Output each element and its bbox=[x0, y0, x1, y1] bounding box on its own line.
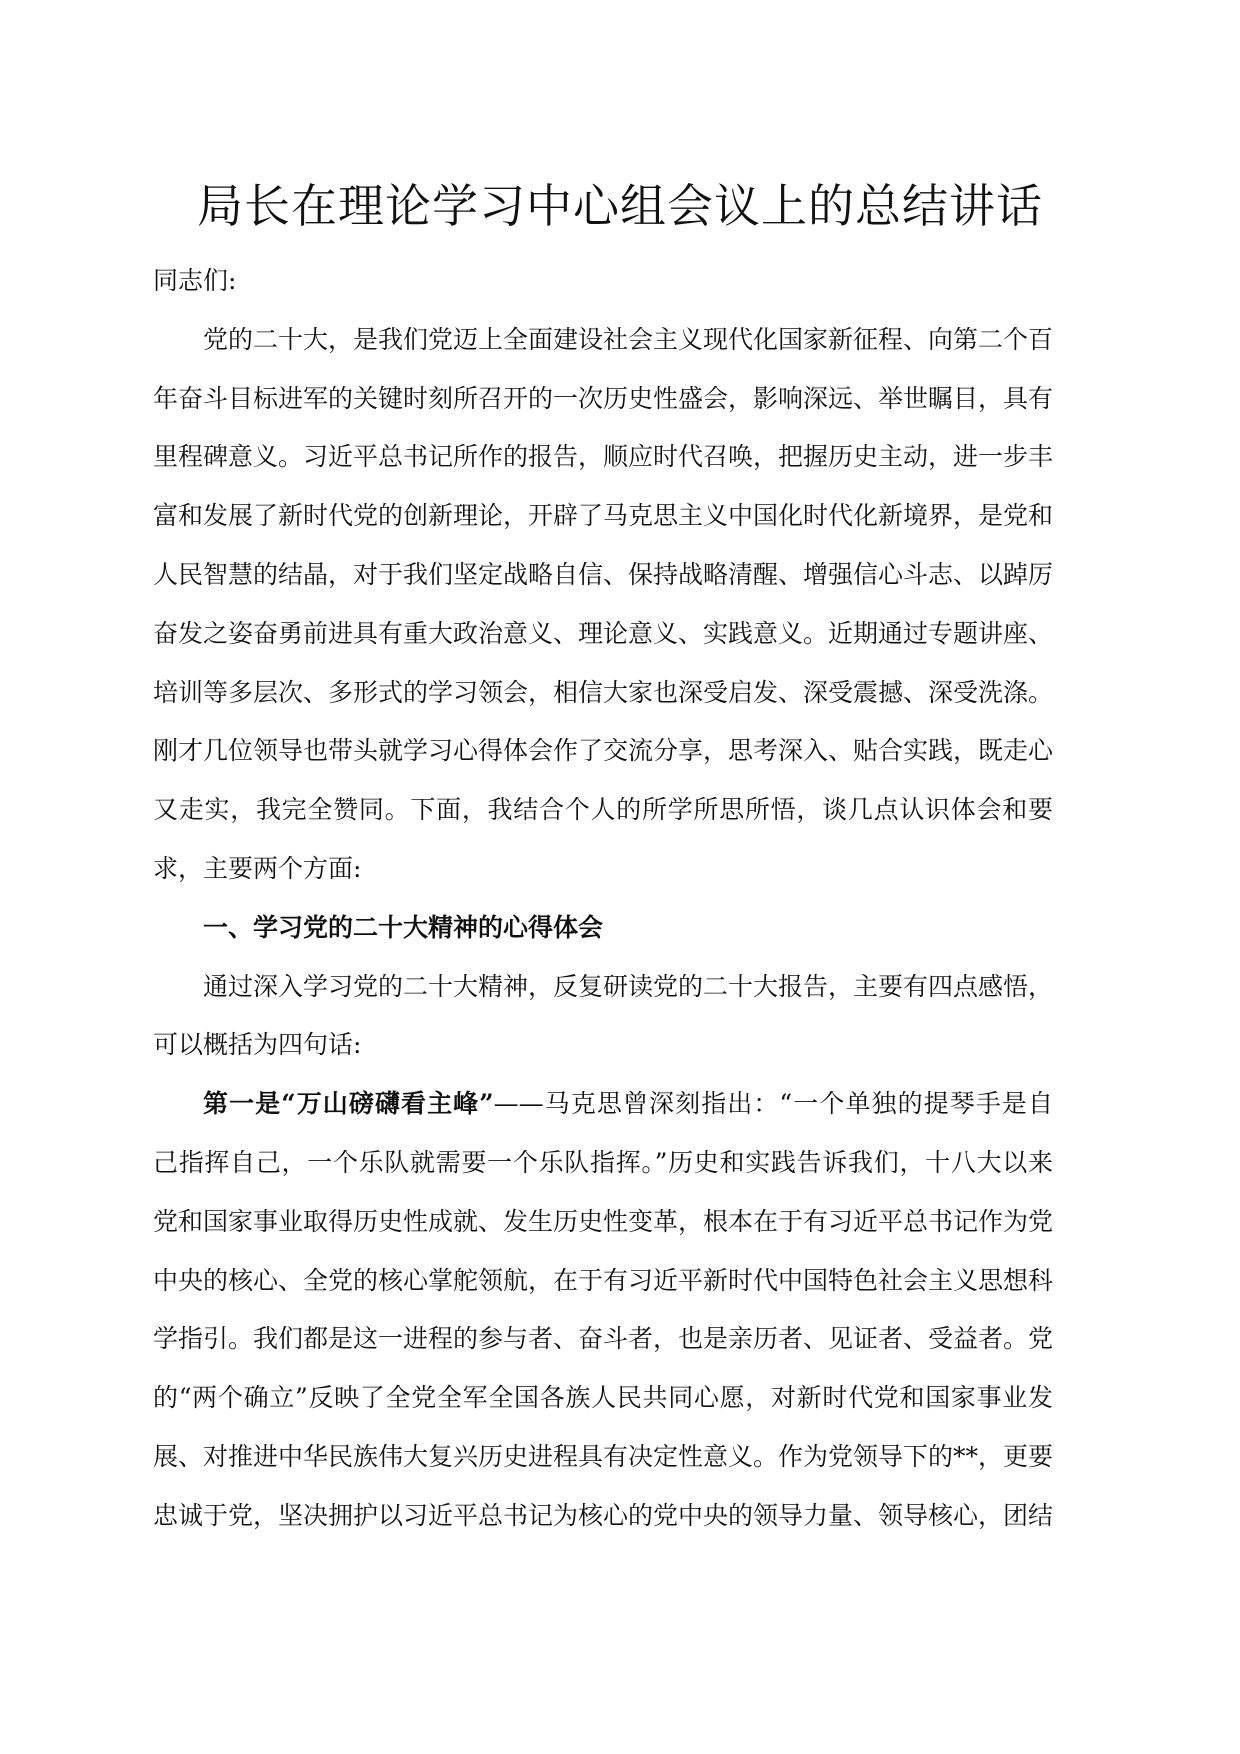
point-1-first-line-text: ——马克思曾深刻指出：“一个单独的提琴手是自 bbox=[493, 1089, 1053, 1119]
paragraph-1-line: 又走实，我完全赞同。下面，我结合个人的所学所思所悟，谈几点认识体会和要 bbox=[153, 795, 1053, 825]
paragraph-1-line: 富和发展了新时代党的创新理论，开辟了马克思主义中国化时代化新境界，是党和 bbox=[153, 501, 1054, 531]
paragraph-1-line: 奋发之姿奋勇前进具有重大政治意义、理论意义、实践意义。近期通过专题讲座、 bbox=[153, 618, 1054, 648]
paragraph-1-line: 年奋斗目标进军的关键时刻所召开的一次历史性盛会，影响深远、举世瞩目，具有 bbox=[153, 383, 1054, 413]
paragraph-1-line: 求，主要两个方面: bbox=[153, 853, 362, 883]
point-1-line: 学指引。我们都是这一进程的参与者、奋斗者，也是亲历者、见证者、受益者。党 bbox=[153, 1324, 1054, 1354]
point-1-line: 己指挥自己，一个乐队就需要一个乐队指挥。”历史和实践告诉我们，十八大以来 bbox=[153, 1147, 1053, 1177]
document-title: 局长在理论学习中心组会议上的总结讲话 bbox=[197, 179, 1043, 233]
paragraph-2-line: 通过深入学习党的二十大精神，反复研读党的二十大报告，主要有四点感悟， bbox=[203, 971, 1054, 1001]
paragraph-1-line: 人民智慧的结晶，对于我们坚定战略自信、保持战略清醒、增强信心斗志、以踔厉 bbox=[153, 559, 1054, 589]
point-1-line: 忠诚于党，坚决拥护以习近平总书记为核心的党中央的领导力量、领导核心，团结 bbox=[153, 1500, 1054, 1530]
point-1-first-line bbox=[153, 1075, 1053, 1134]
paragraph-1-line: 培训等多层次、多形式的学习领会，相信大家也深受启发、深受震撼、深受洗涤。 bbox=[153, 677, 1054, 707]
point-1-line: 的“两个确立”反映了全党全军全国各族人民共同心愿，对新时代党和国家事业发 bbox=[153, 1383, 1053, 1413]
paragraph-1-line: 党的二十大，是我们党迈上全面建设社会主义现代化国家新征程、向第二个百 bbox=[203, 324, 1054, 354]
paragraph-2-line: 可以概括为四句话: bbox=[153, 1030, 362, 1060]
greeting: 同志们: bbox=[153, 266, 237, 295]
section-1-heading: 一、学习党的二十大精神的心得体会 bbox=[203, 912, 604, 942]
paragraph-1-line: 刚才几位领导也带头就学习心得体会作了交流分享，思考深入、贴合实践，既走心 bbox=[153, 736, 1054, 766]
point-1-line: 展、对推进中华民族伟大复兴历史进程具有决定性意义。作为党领导下的**，更要 bbox=[153, 1441, 1054, 1471]
paragraph-1-line: 里程碑意义。习近平总书记所作的报告，顺应时代召唤，把握历史主动，进一步丰 bbox=[153, 442, 1054, 472]
point-1-line: 党和国家事业取得历史性成就、发生历史性变革，根本在于有习近平总书记作为党 bbox=[153, 1206, 1054, 1236]
point-1-line: 中央的核心、全党的核心掌舵领航，在于有习近平新时代中国特色社会主义思想科 bbox=[153, 1265, 1054, 1295]
document-body bbox=[153, 252, 1053, 1546]
point-1-label: 第一是“万山磅礴看主峰” bbox=[203, 1089, 494, 1119]
